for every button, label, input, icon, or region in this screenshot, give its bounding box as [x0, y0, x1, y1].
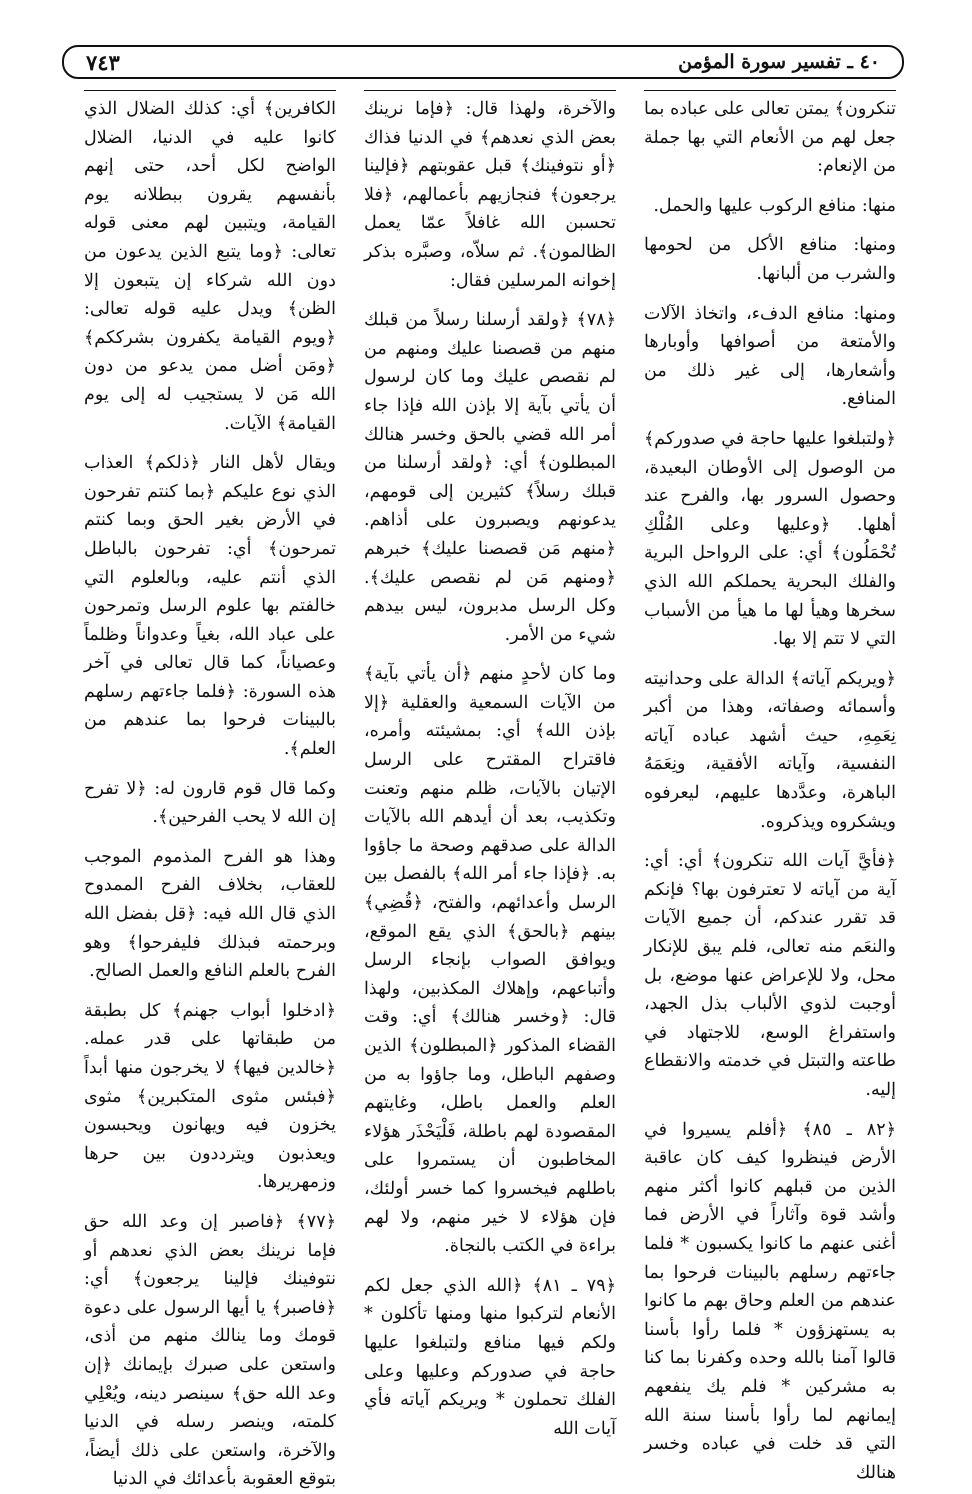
tafsir-paragraph: وهذا هو الفرح المذموم الموجب للعقاب، بخلاف الفرح الممدوح الذي قال الله فيه: ﴿قل بفضل الله وبرحمته فبذلك فليفرحوا﴾ وهو الفرح بالعلم النافع والعمل الصالح. — [84, 846, 336, 982]
column-middle — [364, 90, 616, 1439]
tafsir-paragraph: ويقال لأهل النار ﴿ذلكم﴾ العذاب الذي نوع عليكم ﴿بما كنتم تفرحون في الأرض بغير الحق وبما كنتم تمرحون﴾ أي: تفرحون بالباطل الذي أنتم عليه، وبالعلوم التي خالفتم بها علوم الرسل وتمرحون على عباد الله، بغياً وعدواناً وظلماً وعصياناً، كما قال تعالى في آخر هذه السورة: ﴿فلما جاءتهم رسلهم بالبينات فرحوا بما عندهم من العلم﴾. — [84, 453, 336, 760]
tafsir-paragraph: ﴿ويريكم آياته﴾ الدالة على وحدانيته وأسمائه وصفاته، وهذا من أكبر نِعَمِهِ، حيث أشهد عباده آياته النفسية، وآياته الأفقية، ونِعَمَهُ الباهرة، وعدَّدها عليهم، ليعرفوه ويشكروه ويذكروه. — [644, 668, 896, 832]
tafsir-paragraph: تنكرون﴾ يمتن تعالى على عباده بما جعل لهم من الأنعام التي بها جملة من الإنعام: — [644, 99, 896, 177]
tafsir-paragraph: ﴿ولتبلغوا عليها حاجة في صدوركم﴾ من الوصول إلى الأوطان البعيدة، وحصول السرور بها، والفرح عند أهلها. ﴿وعليها وعلى الفُلْكِ تُحْمَلُون﴾ أي: على الرواحل البرية والفلك البحرية يحملكم الله الذي سخرها وهيأ لها ما هيأ من الأسباب التي لا تتم إلا بها. — [644, 428, 896, 650]
column-right — [84, 90, 336, 1490]
running-title: ٤٠ ـ تفسير سورة المؤمن — [678, 51, 880, 73]
tafsir-paragraph: منها: منافع الركوب عليها والحمل. — [653, 195, 896, 216]
text-columns — [84, 90, 896, 1490]
tafsir-paragraph: ومنها: منافع الأكل من لحومها والشرب من ألبانها. — [644, 235, 896, 284]
tafsir-paragraph: وما كان لأحدٍ منهم ﴿أن يأتي بآية﴾ من الآيات السمعية والعقلية ﴿إلا بإذن الله﴾ أي: بمشيئته وأمره، فاقتراح المقترح على الرسل الإتيان بالآيات، ظلم منهم وتعنت وتكذيب، بعد أن أيدهم الله بالآيات الدالة على صدقهم وصحة ما جاؤوا به. ﴿فإذا جاء أمر الله﴾ بالفصل بين الرسل وأعدائهم، والفتح، ﴿قُضِي﴾ بينهم ﴿بالحق﴾ الذي يقع الموقع، ويوافق الصواب بإنجاء الرسل وأتباعهم، وإهلاك المكذبين، ولهذا قال: ﴿وخسر هنالك﴾ أي: وقت القضاء المذكور ﴿المبطلون﴾ الذين وصفهم الباطل، وما جاؤوا به من العلم والعمل باطل، وغايتهم المقصودة لهم باطلة، فَلْيَحْذَر هؤلاء المخاطبون أن يستمروا على باطلهم فيخسروا كما خسر أولئك، فإن هؤلاء لا خير منهم، ولا لهم براءة في الكتب بالنجاة. — [364, 664, 616, 1257]
tafsir-paragraph: ﴿٨٢ ـ ٨٥﴾ ﴿أفلم يسيروا في الأرض فينظروا كيف كان عاقبة الذين من قبلهم كانوا أكثر منهم وأشد قوة وآثاراً في الأرض فما أغنى عنهم ما كانوا يكسبون * فلما جاءتهم رسلهم بالبينات فرحوا بما عندهم من العلم وحاق بهم ما كانوا به يستهزؤون * فلما رأوا بأسنا قالوا آمنا بالله وحده وكفرنا بما كنا به مشركين * فلم يك ينفعهم إيمانهم لما رأوا بأسنا سنة الله التي قد خلت في عباده وخسر هنالك — [644, 1119, 896, 1483]
tafsir-paragraph: ومنها: منافع الدفء، واتخاذ الآلات والأمتعة من أصوافها وأوبارها وأشعارها، إلى غير ذلك من المنافع. — [644, 303, 896, 410]
page-header — [62, 45, 904, 79]
tafsir-paragraph: وكما قال قوم قارون له: ﴿لا تفرح إن الله لا يحب الفرحين﴾. — [84, 778, 336, 828]
tafsir-paragraph: ﴿٧٩ ـ ٨١﴾ ﴿الله الذي جعل لكم الأنعام لتركبوا منها ومنها تأكلون * ولكم فيها منافع ولتبلغوا عليها حاجة في صدوركم وعليها وعلى الفلك تحملون * ويريكم آياته فأي آيات الله — [364, 1275, 616, 1439]
tafsir-paragraph: والآخرة، ولهذا قال: ﴿فإما نرينك بعض الذي نعدهم﴾ في الدنيا فذاك ﴿أو نتوفينك﴾ قبل عقوبتهم ﴿فإلينا يرجعون﴾ فنجازيهم بأعمالهم، ﴿فلا تحسبن الله غافلاً عمّا يعمل الظالمون﴾. ثم سلاّه، وصبَّره بذكر إخوانه المرسلين فقال: — [364, 99, 616, 291]
column-left — [644, 90, 896, 1483]
page-number: ٧٤٣ — [86, 49, 120, 75]
tafsir-paragraph: ﴿ادخلوا أبواب جهنم﴾ كل بطبقة من طبقاتها على قدر عمله. ﴿خالدين فيها﴾ لا يخرجون منها أبداً ﴿فبئس مثوى المتكبرين﴾ مثوى يخزون فيه ويهانون ويحبسون ويعذبون ويترددون بين حرها وزمهريرها. — [84, 1000, 336, 1193]
tafsir-paragraph: ﴿٧٨﴾ ﴿ولقد أرسلنا رسلاً من قبلك منهم من قصصنا عليك ومنهم من لم نقصص عليك وما كان لرسول أن يأتي بآية إلا بإذن الله فإذا جاء أمر الله قضي بالحق وخسر هنالك المبطلون﴾ أي: ﴿ولقد أرسلنا من قبلك رسلاً﴾ كثيرين إلى قومهم، يدعونهم ويصبرون على أذاهم. ﴿منهم مَن قصصنا عليك﴾ خبرهم ﴿ومنهم مَن لم نقصص عليك﴾. وكل الرسل مدبرون، ليس بيدهم شيء من الأمر. — [364, 310, 616, 645]
tafsir-paragraph: ﴿فأيَّ آيات الله تنكرون﴾ أي: أي: آية من آياته لا تعترفون بها؟ فإنكم قد تقرر عندكم، أن جميع الآيات والنعَم منه تعالى، فلم يبق للإنكار محل، ولا للإعراض عنها موضع، بل أوجبت لذوي الألباب بذل الجهد، واستفراغ الوسع، للاجتهاد في طاعته والتبتل في خدمته والانقطاع إليه. — [644, 851, 896, 1100]
tafsir-paragraph: الكافرين﴾ أي: كذلك الضلال الذي كانوا عليه في الدنيا، الضلال الواضح لكل أحد، حتى إنهم بأنفسهم يقرون ببطلانه يوم القيامة، ويتبين لهم معنى قوله تعالى: ﴿وما يتبع الذين يدعون من دون الله شركاء إن يتبعون إلا الظن﴾ ويدل عليه قوله تعالى: ﴿ويوم القيامة يكفرون بشرككم﴾ ﴿ومَن أضل ممن يدعو من دون الله مَن لا يستجيب له إلى يوم القيامة﴾ الآيات. — [84, 99, 336, 434]
tafsir-paragraph: ﴿٧٧﴾ ﴿فاصبر إن وعد الله حق فإما نرينك بعض الذي نعدهم أو نتوفينك فإلينا يرجعون﴾ أي: ﴿فاصبر﴾ يا أيها الرسول على دعوة قومك وما ينالك منهم من أذى، واستعن على صبرك بإيمانك ﴿إن وعد الله حق﴾ سينصر دينه، ويُعْلِي كلمته، وينصر رسله في الدنيا والآخرة، واستعن على ذلك أيضاً، بتوقع العقوبة بأعدائك في الدنيا — [84, 1211, 336, 1490]
